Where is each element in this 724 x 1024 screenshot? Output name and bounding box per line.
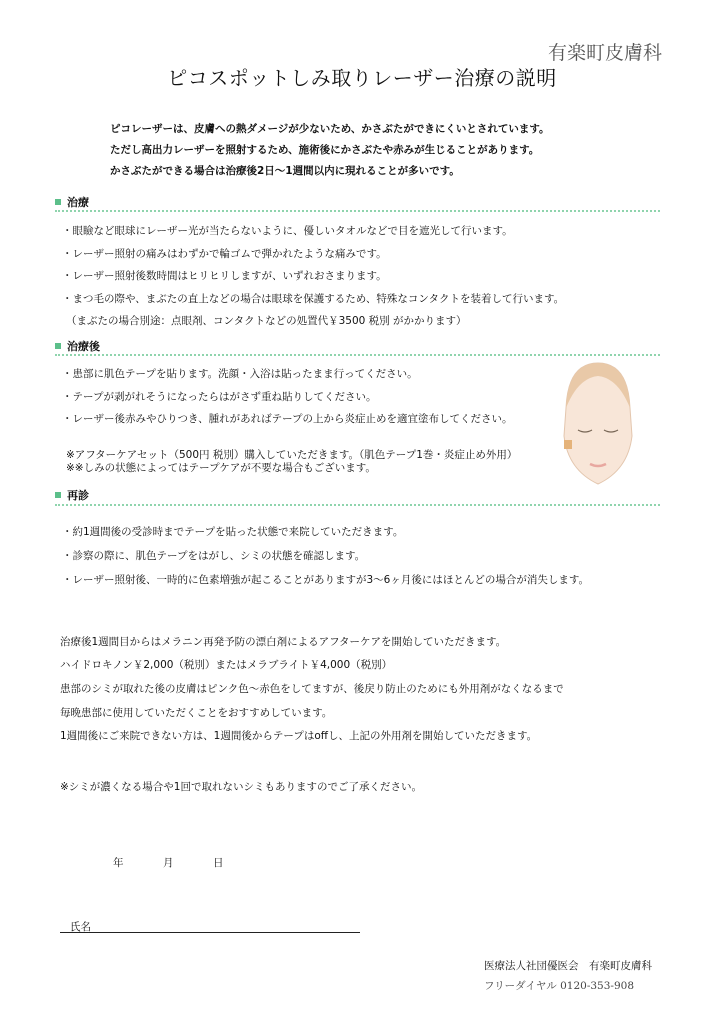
revisit-bullet: ・診察の際に、肌色テープをはがし、シミの状態を確認します。 xyxy=(62,550,366,562)
disclaimer: ※シミが濃くなる場合や1回で取れないシミもありますのでご了承ください。 xyxy=(60,781,422,793)
face-illustration xyxy=(548,358,648,490)
intro-line: かさぶたができる場合は治療後2日〜1週間以内に現れることが多いです。 xyxy=(110,165,460,177)
section-heading-treatment xyxy=(55,194,89,210)
after-bullet: ・レーザー後赤みやひりつき、腫れがあればテープの上から炎症止めを適宜塗布してください。 xyxy=(62,413,513,425)
divider xyxy=(55,354,660,356)
name-label: 氏名 xyxy=(70,921,91,933)
date-day-label: 日 xyxy=(213,857,224,869)
aftercare-line: 患部のシミが取れた後の皮膚はピンク色〜赤色をしてますが、後戻り防止のためにも外用剤がなくなるまで xyxy=(60,683,564,695)
after-note: ※アフターケアセット（500円 税別）購入していただきます。（肌色テープ1巻・炎症止め外用） xyxy=(66,449,518,461)
heading-text: 治療 xyxy=(67,196,89,209)
heading-text: 再診 xyxy=(67,489,89,502)
name-signature-line[interactable] xyxy=(60,932,360,933)
aftercare-line: 毎晩患部に使用していただくことをおすすめしています。 xyxy=(60,707,333,719)
treatment-bullet: ・まつ毛の際や、まぶたの直上などの場合は眼球を保護するため、特殊なコンタクトを装着して行います。 xyxy=(62,293,565,305)
bullet-square-icon xyxy=(55,199,61,205)
aftercare-line: 治療後1週間目からはメラニン再発予防の漂白剤によるアフターケアを開始していただきます。 xyxy=(60,636,507,648)
date-year-label: 年 xyxy=(113,857,124,869)
bullet-square-icon xyxy=(55,492,61,498)
after-bullet: ・テープが剥がれそうになったらはがさず重ね貼りしてください。 xyxy=(62,391,377,403)
heading-text: 治療後 xyxy=(67,340,100,353)
intro-line: ピコレーザーは、皮膚への熱ダメージが少ないため、かさぶたができにくいとされています。 xyxy=(110,123,550,135)
revisit-bullet: ・レーザー照射後、一時的に色素増強が起こることがありますが3〜6ヶ月後にはほとんどの場合が消失します。 xyxy=(62,574,590,586)
date-month-label: 月 xyxy=(163,857,174,869)
clinic-name-header: 有楽町皮膚科 xyxy=(548,42,663,64)
footer-organization: 医療法人社団優医会 有楽町皮膚科 xyxy=(484,960,652,972)
treatment-bullet: ・眼瞼など眼球にレーザー光が当たらないように、優しいタオルなどで目を遮光して行います。 xyxy=(62,225,513,237)
treatment-bullet: ・レーザー照射後数時間はヒリヒリしますが、いずれおさまります。 xyxy=(62,270,387,282)
tape-patch xyxy=(564,440,572,449)
treatment-bullet: ・レーザー照射の痛みはわずかで輪ゴムで弾かれたような痛みです。 xyxy=(62,248,387,260)
section-heading-revisit xyxy=(55,487,89,503)
bullet-square-icon xyxy=(55,343,61,349)
revisit-bullet: ・約1週間後の受診時までテープを貼った状態で来院していただきます。 xyxy=(62,526,404,538)
intro-line: ただし高出力レーザーを照射するため、施術後にかさぶたや赤みが生じることがあります。 xyxy=(110,144,540,156)
divider xyxy=(55,210,660,212)
footer-phone: フリーダイヤル 0120-353-908 xyxy=(484,980,635,992)
section-heading-after xyxy=(55,338,100,354)
aftercare-line: ハイドロキノン￥2,000（税別）またはメラブライト￥4,000（税別） xyxy=(60,659,393,671)
after-bullet: ・患部に肌色テープを貼ります。洗顔・入浴は貼ったまま行ってください。 xyxy=(62,368,418,380)
aftercare-line: 1週間後にご来院できない方は、1週間後からテープはoffし、上記の外用剤を開始していただきます。 xyxy=(60,730,538,742)
divider xyxy=(55,504,660,506)
page-title: ピコスポットしみ取りレーザー治療の説明 xyxy=(167,66,557,90)
after-note: ※※しみの状態によってはテープケアが不要な場合もございます。 xyxy=(66,462,376,474)
treatment-note: （まぶたの場合別途：点眼剤、コンタクトなどの処置代￥3500 税別 がかかります） xyxy=(66,315,467,327)
